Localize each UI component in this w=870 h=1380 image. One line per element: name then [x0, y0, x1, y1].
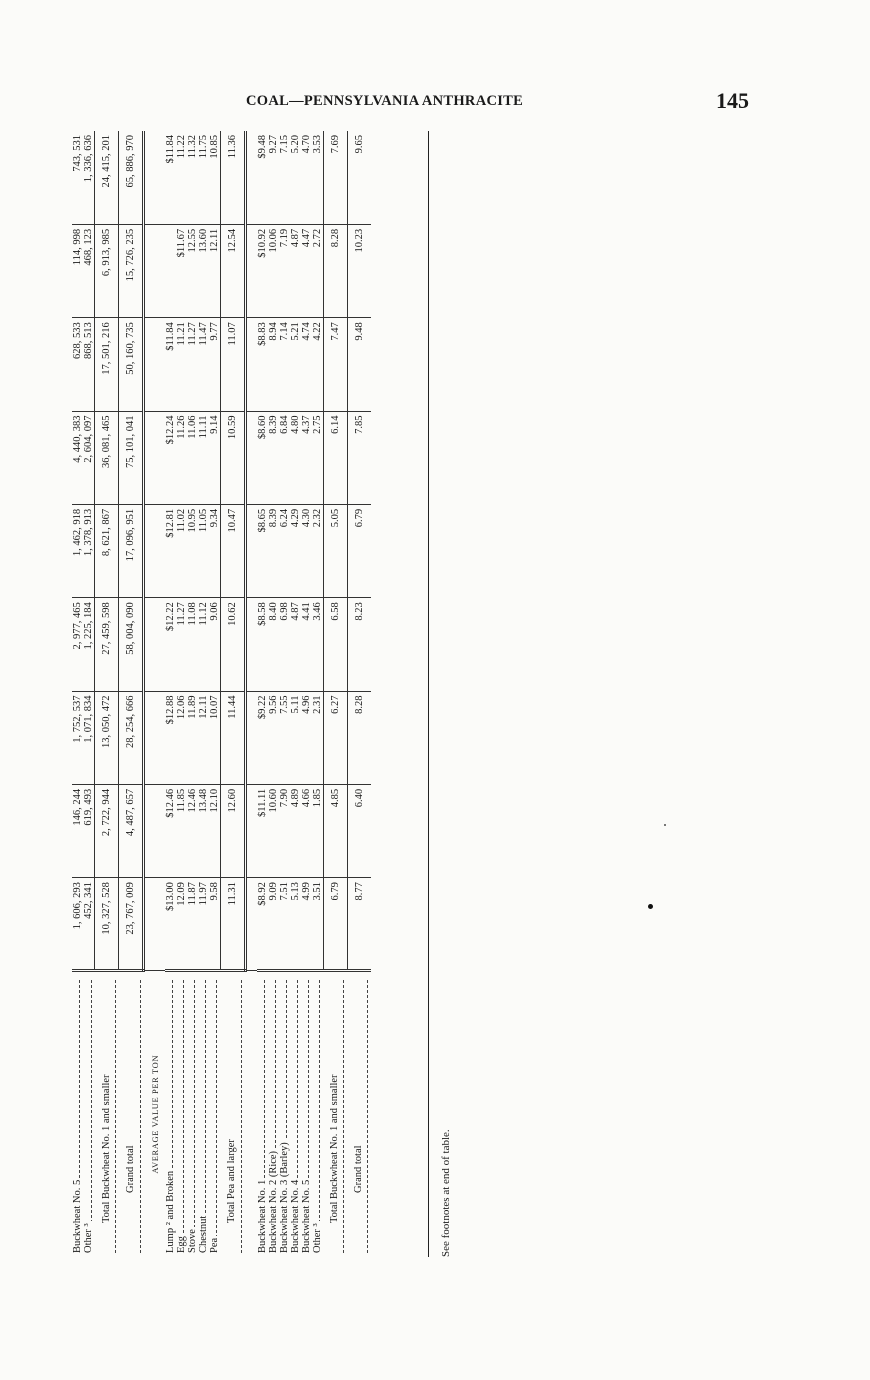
spacer-cell [245, 504, 257, 597]
cell-value: 50, 160, 735 [119, 318, 144, 411]
cell-value: 10.62 [220, 598, 245, 691]
cell-value: 9.77 [209, 318, 221, 411]
spacer-cell [144, 411, 165, 504]
cell-value: 12.55 [187, 224, 198, 317]
running-head: COAL—PENNSYLVANIA ANTHRACITE [246, 93, 524, 109]
cell-value: 12.06 [176, 691, 187, 784]
cell-value: 11.44 [220, 691, 245, 784]
row-label [312, 971, 324, 1257]
cell-value: 743, 531 [72, 131, 83, 224]
cell-value: 8.77 [347, 878, 371, 971]
row-label [176, 971, 187, 1257]
cell-value: 13.48 [198, 784, 209, 877]
table-row [279, 131, 290, 1257]
cell-value: 1, 752, 537 [72, 691, 83, 784]
cell-value: 7.69 [323, 131, 347, 224]
cell-value: 452, 341 [83, 878, 95, 971]
cell-value [165, 224, 176, 317]
cell-value: 11.26 [176, 411, 187, 504]
row-label [95, 971, 119, 1257]
row-label-text: Other ³ [83, 1223, 94, 1253]
row-label-text: Lump ² and Broken [164, 1170, 176, 1253]
footnote: See footnotes at end of table. [440, 1129, 452, 1257]
cell-value: 10.60 [268, 784, 279, 877]
cell-value: 12.60 [220, 784, 245, 877]
cell-value: 7.55 [279, 691, 290, 784]
cell-value: 3.46 [312, 598, 324, 691]
row-label [257, 971, 268, 1257]
cell-value: 6, 913, 985 [95, 224, 119, 317]
cell-value: 5.13 [290, 878, 301, 971]
cell-value: 6.58 [323, 598, 347, 691]
cell-value: 8.28 [347, 691, 371, 784]
cell-value: 146, 244 [72, 784, 83, 877]
table-row [187, 131, 198, 1257]
table-bottom-rule [428, 131, 429, 1257]
page-header [0, 88, 870, 118]
cell-value: 1, 225, 184 [83, 598, 95, 691]
cell-value: 5.05 [323, 504, 347, 597]
spacer-cell [245, 598, 257, 691]
cell-value: 11.87 [187, 878, 198, 971]
cell-value: 9.27 [268, 131, 279, 224]
row-label-text: Buckwheat No. 5 [300, 1179, 312, 1253]
spacer-cell [245, 131, 257, 224]
cell-value: 10.47 [220, 504, 245, 597]
cell-value: 8.23 [347, 598, 371, 691]
cell-value: 10.59 [220, 411, 245, 504]
cell-value: 9.34 [209, 504, 221, 597]
cell-value: 1, 336, 636 [83, 131, 95, 224]
cell-value: 17, 096, 951 [119, 504, 144, 597]
row-label-text: Total Buckwheat No. 1 and smaller [329, 1074, 340, 1223]
grand-total-row [119, 131, 144, 1257]
cell-value: 8.40 [268, 598, 279, 691]
cell-value: 7.90 [279, 784, 290, 877]
cell-value: 11.75 [198, 131, 209, 224]
cell-value: 12.46 [187, 784, 198, 877]
coal-statistics-table [72, 131, 371, 1257]
row-label [347, 971, 371, 1257]
cell-value: 4.74 [301, 318, 312, 411]
row-label [279, 971, 290, 1257]
table-row [268, 131, 279, 1257]
cell-value: 9.65 [347, 131, 371, 224]
cell-value: 11.22 [176, 131, 187, 224]
cell-value: 6.79 [347, 504, 371, 597]
cell-value: $8.92 [257, 878, 268, 971]
cell-value: $8.65 [257, 504, 268, 597]
cell-value: 11.36 [220, 131, 245, 224]
cell-value: 10.07 [209, 691, 221, 784]
row-label [119, 971, 144, 1257]
cell-value: 11.02 [176, 504, 187, 597]
cell-value: 1, 606, 293 [72, 878, 83, 971]
cell-value: 7.47 [323, 318, 347, 411]
table-row [72, 131, 83, 1257]
rotated-table-block [72, 131, 452, 1257]
spacer-cell [245, 318, 257, 411]
spacer-cell [144, 131, 165, 224]
ink-dot [648, 904, 653, 909]
cell-value: 468, 123 [83, 224, 95, 317]
cell-value: 11.31 [220, 878, 245, 971]
cell-value: 75, 101, 041 [119, 411, 144, 504]
row-label-text: Buckwheat No. 2 (Rice) [267, 1150, 279, 1253]
table-row [290, 131, 301, 1257]
cell-value: 7.85 [347, 411, 371, 504]
cell-value: 8.39 [268, 504, 279, 597]
cell-value: 4.87 [290, 224, 301, 317]
spacer-cell [144, 318, 165, 411]
cell-value: 2.31 [312, 691, 324, 784]
cell-value: 10.06 [268, 224, 279, 317]
cell-value: 4.37 [301, 411, 312, 504]
spacer-cell [245, 784, 257, 877]
table-row [83, 131, 95, 1257]
row-label-text: Buckwheat No. 4 [289, 1179, 301, 1253]
row-label [301, 971, 312, 1257]
cell-value: 3.53 [312, 131, 324, 224]
cell-value: $10.92 [257, 224, 268, 317]
cell-value: 12.11 [198, 691, 209, 784]
row-label-text: Total Pea and larger [226, 1139, 237, 1223]
cell-value: 1, 462, 918 [72, 504, 83, 597]
cell-value: 11.32 [187, 131, 198, 224]
row-label-text: Grand total [353, 1145, 364, 1193]
row-label [323, 971, 347, 1257]
cell-value: 2.75 [312, 411, 324, 504]
cell-value: 6.79 [323, 878, 347, 971]
table-row [209, 131, 221, 1257]
cell-value: $12.81 [165, 504, 176, 597]
cell-value: 11.07 [220, 318, 245, 411]
cell-value: 10, 327, 528 [95, 878, 119, 971]
row-label-text: Egg [175, 1236, 187, 1253]
cell-value: 8.39 [268, 411, 279, 504]
cell-value: 4.41 [301, 598, 312, 691]
row-label [83, 971, 95, 1257]
cell-value: 7.51 [279, 878, 290, 971]
cell-value: 9.06 [209, 598, 221, 691]
cell-value: 11.27 [176, 598, 187, 691]
total-row [95, 131, 119, 1257]
cell-value: 4.29 [290, 504, 301, 597]
row-label-text: Chestnut [197, 1215, 209, 1253]
cell-value: 4.66 [301, 784, 312, 877]
cell-value: 2, 977, 465 [72, 598, 83, 691]
cell-value: 9.56 [268, 691, 279, 784]
section-heading: AVERAGE VALUE PER TON [149, 1054, 160, 1174]
cell-value: $9.48 [257, 131, 268, 224]
cell-value: 9.14 [209, 411, 221, 504]
cell-value: 11.05 [198, 504, 209, 597]
cell-value: $9.22 [257, 691, 268, 784]
cell-value: 2, 722, 944 [95, 784, 119, 877]
cell-value: 6.98 [279, 598, 290, 691]
cell-value: 23, 767, 009 [119, 878, 144, 971]
spacer-row [245, 131, 257, 1257]
spacer-cell [245, 411, 257, 504]
spacer-cell [245, 224, 257, 317]
cell-value: $8.60 [257, 411, 268, 504]
cell-value: $12.24 [165, 411, 176, 504]
cell-value: 4, 487, 657 [119, 784, 144, 877]
cell-value: 2.72 [312, 224, 324, 317]
row-label [187, 971, 198, 1257]
cell-value: 7.19 [279, 224, 290, 317]
cell-value: 12.10 [209, 784, 221, 877]
row-label [268, 971, 279, 1257]
cell-value: $8.83 [257, 318, 268, 411]
cell-value: 10.95 [187, 504, 198, 597]
cell-value: 10.23 [347, 224, 371, 317]
cell-value: 13, 050, 472 [95, 691, 119, 784]
cell-value: $12.46 [165, 784, 176, 877]
cell-value: 9.58 [209, 878, 221, 971]
cell-value: 8.94 [268, 318, 279, 411]
cell-value: 4.70 [301, 131, 312, 224]
row-label-text: Buckwheat No. 1 [256, 1179, 268, 1253]
cell-value: 4.87 [290, 598, 301, 691]
cell-value: 9.09 [268, 878, 279, 971]
cell-value: 4.89 [290, 784, 301, 877]
cell-value: 4.80 [290, 411, 301, 504]
total-row [220, 131, 245, 1257]
cell-value: 1, 378, 913 [83, 504, 95, 597]
section-heading-row [144, 131, 165, 1257]
cell-value: 6.14 [323, 411, 347, 504]
table-row [312, 131, 324, 1257]
row-label [290, 971, 301, 1257]
cell-value: 11.06 [187, 411, 198, 504]
cell-value: 11.08 [187, 598, 198, 691]
spacer-cell [144, 224, 165, 317]
cell-value: 8.28 [323, 224, 347, 317]
cell-value: 3.51 [312, 878, 324, 971]
paper-speck [664, 824, 666, 826]
cell-value: 15, 726, 235 [119, 224, 144, 317]
cell-value: 6.24 [279, 504, 290, 597]
cell-value: 4, 440, 383 [72, 411, 83, 504]
cell-value: 1, 071, 834 [83, 691, 95, 784]
cell-value: 11.47 [198, 318, 209, 411]
row-label-text: Pea [208, 1237, 220, 1253]
cell-value: 4.47 [301, 224, 312, 317]
cell-value: $13.00 [165, 878, 176, 971]
table-row [257, 131, 268, 1257]
cell-value: 17, 501, 216 [95, 318, 119, 411]
cell-value: 12.09 [176, 878, 187, 971]
cell-value: 27, 459, 598 [95, 598, 119, 691]
table-row [301, 131, 312, 1257]
cell-value: $11.84 [165, 131, 176, 224]
cell-value: 11.12 [198, 598, 209, 691]
cell-value: 11.11 [198, 411, 209, 504]
grand-total-row [347, 131, 371, 1257]
cell-value: 1.85 [312, 784, 324, 877]
row-label-text: Stove [186, 1229, 198, 1253]
spacer-cell [245, 878, 257, 971]
total-row [323, 131, 347, 1257]
cell-value: 11.89 [187, 691, 198, 784]
cell-value: $8.58 [257, 598, 268, 691]
cell-value: 12.54 [220, 224, 245, 317]
cell-value: 4.99 [301, 878, 312, 971]
cell-value: 58, 004, 090 [119, 598, 144, 691]
cell-value: 2.32 [312, 504, 324, 597]
cell-value: 11.85 [176, 784, 187, 877]
cell-value: 619, 493 [83, 784, 95, 877]
cell-value: 13.60 [198, 224, 209, 317]
cell-value: 11.27 [187, 318, 198, 411]
row-label [198, 971, 209, 1257]
row-label [72, 971, 83, 1257]
cell-value: 868, 513 [83, 318, 95, 411]
cell-value: 10.85 [209, 131, 221, 224]
spacer-cell [144, 598, 165, 691]
cell-value: 11.21 [176, 318, 187, 411]
cell-value: 65, 886, 970 [119, 131, 144, 224]
cell-value: 6.40 [347, 784, 371, 877]
cell-value: 28, 254, 666 [119, 691, 144, 784]
cell-value: 36, 081, 465 [95, 411, 119, 504]
row-label-text: Buckwheat No. 5 [72, 1179, 83, 1253]
cell-value: 5.11 [290, 691, 301, 784]
spacer-cell [144, 878, 165, 971]
cell-value: 6.84 [279, 411, 290, 504]
table-row [198, 131, 209, 1257]
cell-value: 4.22 [312, 318, 324, 411]
table-row [176, 131, 187, 1257]
cell-value: 7.15 [279, 131, 290, 224]
row-label [165, 971, 176, 1257]
row-label-text: Grand total [124, 1145, 136, 1193]
cell-value: $12.22 [165, 598, 176, 691]
spacer-cell [245, 691, 257, 784]
cell-value: 5.20 [290, 131, 301, 224]
spacer-cell [144, 504, 165, 597]
row-label [209, 971, 221, 1257]
cell-value: 6.27 [323, 691, 347, 784]
cell-value: 5.21 [290, 318, 301, 411]
cell-value: 628, 533 [72, 318, 83, 411]
cell-value: 7.14 [279, 318, 290, 411]
row-label-text: Other ³ [311, 1223, 323, 1253]
cell-value: 114, 998 [72, 224, 83, 317]
cell-value: 8, 621, 867 [95, 504, 119, 597]
cell-value: $11.67 [176, 224, 187, 317]
cell-value: 4.30 [301, 504, 312, 597]
cell-value: 2, 604, 097 [83, 411, 95, 504]
spacer-cell [144, 784, 165, 877]
cell-value: 4.96 [301, 691, 312, 784]
cell-value: 9.48 [347, 318, 371, 411]
cell-value: 11.97 [198, 878, 209, 971]
cell-value: $11.84 [165, 318, 176, 411]
spacer-cell [144, 691, 165, 784]
cell-value: 12.11 [209, 224, 221, 317]
row-label [220, 971, 245, 1257]
spacer-cell [245, 971, 257, 1257]
cell-value: 24, 415, 201 [95, 131, 119, 224]
page-number: 145 [716, 88, 749, 113]
table-row [165, 131, 176, 1257]
cell-value: $12.88 [165, 691, 176, 784]
cell-value: $11.11 [257, 784, 268, 877]
row-label-text: Buckwheat No. 3 (Barley) [278, 1142, 290, 1253]
cell-value: 4.85 [323, 784, 347, 877]
row-label-text: Total Buckwheat No. 1 and smaller [100, 1074, 112, 1223]
